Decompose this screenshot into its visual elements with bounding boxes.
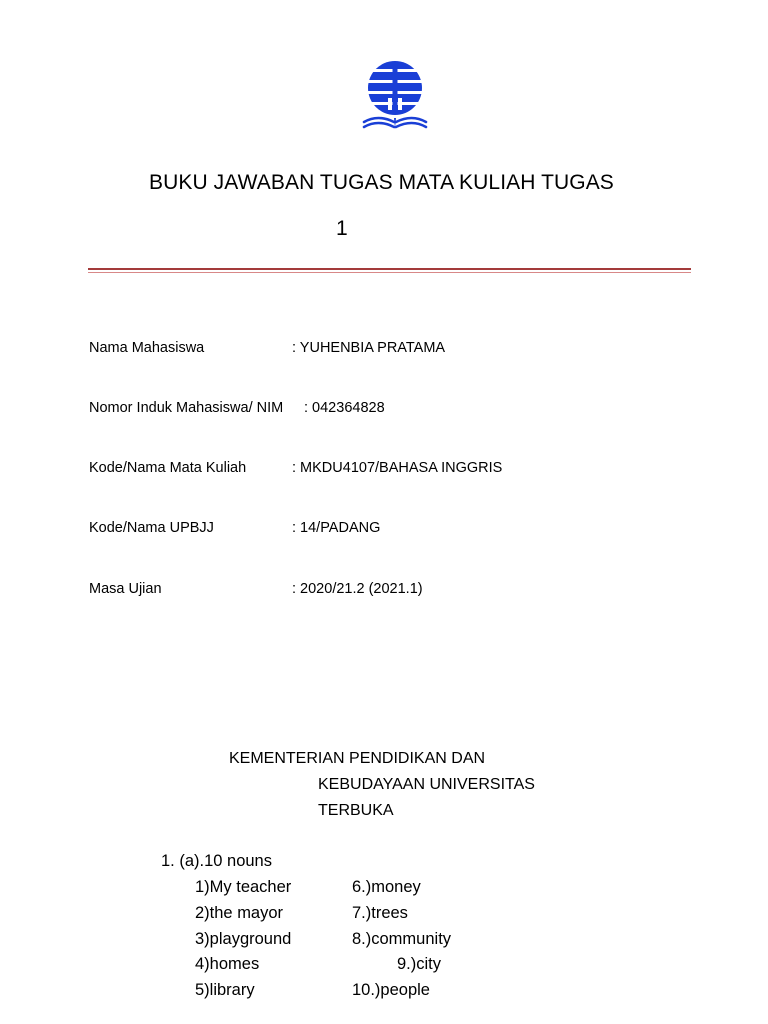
noun-item: 1)My teacher: [195, 878, 292, 896]
title-divider-shadow: [88, 272, 691, 273]
ministry-line-2: KEBUDAYAAN UNIVERSITAS: [318, 776, 535, 793]
noun-item: 7.)trees: [352, 904, 408, 922]
noun-item: 5)library: [195, 981, 255, 999]
upbjj-value: : 14/PADANG: [292, 520, 381, 536]
masa-ujian-value: : 2020/21.2 (2021.1): [292, 581, 423, 597]
nim-label: Nomor Induk Mahasiswa/ NIM: [89, 400, 284, 416]
nim-value: : 042364828: [304, 400, 385, 416]
answer-heading: 1. (a).10 nouns: [161, 852, 272, 870]
noun-item: 8.)community: [352, 930, 452, 948]
mata-kuliah-label: Kode/Nama Mata Kuliah: [89, 460, 247, 476]
noun-item: 2)the mayor: [195, 904, 284, 922]
noun-item: 4)homes: [195, 955, 260, 973]
noun-item: 10.)people: [352, 981, 430, 999]
noun-item: 6.)money: [352, 878, 421, 896]
ministry-line-3: TERBUKA: [318, 802, 394, 819]
upbjj-label: Kode/Nama UPBJJ: [89, 520, 214, 536]
open-book-globe-logo-icon: [360, 56, 430, 130]
nama-mahasiswa-value: : YUHENBIA PRATAMA: [292, 340, 446, 356]
title-divider: [88, 268, 691, 270]
noun-item: 9.)city: [397, 955, 442, 973]
document-title-number: 1: [336, 217, 348, 240]
masa-ujian-label: Masa Ujian: [89, 581, 162, 597]
mata-kuliah-value: : MKDU4107/BAHASA INGGRIS: [292, 460, 503, 476]
nama-mahasiswa-label: Nama Mahasiswa: [89, 340, 205, 356]
ministry-line-1: KEMENTERIAN PENDIDIKAN DAN: [229, 750, 486, 767]
document-title: BUKU JAWABAN TUGAS MATA KULIAH TUGAS: [149, 171, 614, 194]
noun-item: 3)playground: [195, 930, 292, 948]
